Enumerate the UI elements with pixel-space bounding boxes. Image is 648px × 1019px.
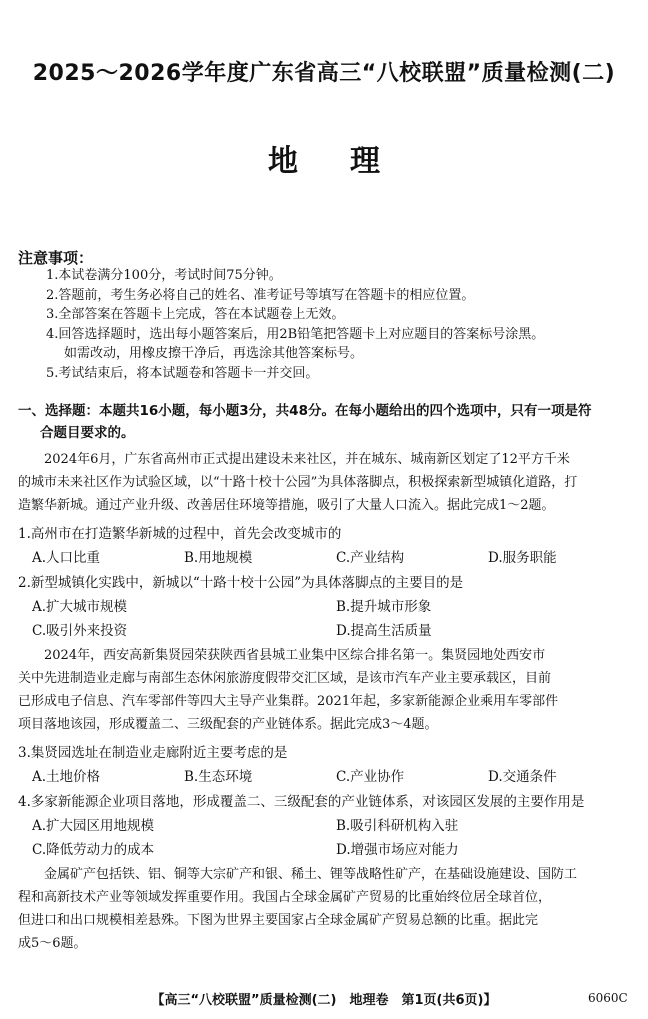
passage-line: 造繁华新城。通过产业升级、改善居住环境等措施，吸引了大量人口流入。据此完成1～2题。 [18,498,555,513]
passage-1 [18,448,638,517]
question-3-stem: 3.集贤园选址在制造业走廊附近主要考虑的是 [18,745,288,761]
option-b[interactable]: B.吸引科研机构入驻 [336,818,459,834]
section-heading-line: 一、选择题：本题共16小题，每小题3分，共48分。在每小题给出的四个选项中，只有一项是符 [18,403,592,419]
option-c[interactable]: C.吸引外来投资 [32,623,128,639]
option-a[interactable]: A.土地价格 [32,769,101,785]
option-b[interactable]: B.提升城市形象 [336,599,432,615]
passage-line: 2024年6月，广东省高州市正式提出建设未来社区，并在城东、城南新区划定了12平方千米 [44,452,570,467]
note-item: 如需改动，用橡皮擦干净后，再选涂其他答案标号。 [64,346,364,361]
option-b[interactable]: B.生态环境 [184,769,253,785]
note-item: 5.考试结束后，将本试题卷和答题卡一并交回。 [46,365,319,381]
note-item: 2.答题前，考生务必将自己的姓名、准考证号等填写在答题卡的相应位置。 [46,287,475,303]
section-heading-line: 合题目要求的。 [40,425,135,441]
passage-line: 但进口和出口规模相差悬殊。下图为世界主要国家占全球金属矿产贸易总额的比重。据此完 [18,913,539,928]
notes-heading: 注意事项： [18,249,94,267]
option-b[interactable]: B.用地规模 [184,550,253,566]
section-heading [18,400,638,444]
option-a[interactable]: A.扩大城市规模 [32,599,128,615]
paper-code: 6060C [588,991,628,1005]
note-item: 1.本试卷满分100分，考试时间75分钟。 [46,268,282,283]
question-4-stem: 4.多家新能源企业项目落地，形成覆盖二、三级配套的产业链体系，对该园区发展的主要作用是 [18,794,585,810]
passage-line: 程和高新技术产业等领域发挥重要作用。我国占全球金属矿产贸易的比重始终位居全球首位， [18,890,552,905]
page-footer: 【高三“八校联盟”质量检测(二) 地理卷 第1页(共6页)】 [151,993,497,1008]
passage-line: 项目落地该园，形成覆盖二、三级配套的产业链体系。据此完成3～4题。 [18,717,438,732]
passage-line: 的城市未来社区作为试验区域，以“十路十校十公园”为具体落脚点，积极探索新型城镇化道路，打 [18,475,578,490]
passage-line: 成5～6题。 [18,936,87,951]
option-c[interactable]: C.产业结构 [336,550,405,566]
passage-line: 已形成电子信息、汽车零部件等四大主导产业集群。2021年起，多家新能源企业乘用车零部件 [18,694,559,709]
option-a[interactable]: A.人口比重 [32,550,101,566]
note-item: 3.全部答案在答题卡上完成，答在本试题卷上无效。 [46,307,345,322]
notes-list [46,266,636,383]
note-item: 4.回答选择题时，选出每小题答案后，用2B铅笔把答题卡上对应题目的答案标号涂黑。 [46,326,545,342]
option-a[interactable]: A.扩大园区用地规模 [32,818,155,834]
exam-title: 2025～2026学年度广东省高三“八校联盟”质量检测(二) [32,61,616,86]
passage-line: 关中先进制造业走廊与南部生态休闲旅游度假带交汇区域，是该市汽车产业主要承载区，目前 [18,671,552,686]
passage-3 [18,863,638,955]
passage-line: 金属矿产包括铁、铝、铜等大宗矿产和银、稀土、锂等战略性矿产，在基础设施建设、国防工 [44,867,578,882]
passage-2 [18,644,638,736]
question-1-stem: 1.高州市在打造繁华新城的过程中，首先会改变城市的 [18,526,342,542]
option-d[interactable]: D.提高生活质量 [336,623,432,639]
option-c[interactable]: C.降低劳动力的成本 [32,842,155,858]
question-2-stem: 2.新型城镇化实践中，新城以“十路十校十公园”为具体落脚点的主要目的是 [18,575,464,591]
passage-line: 2024年，西安高新集贤园荣获陕西省县城工业集中区综合排名第一。集贤园地处西安市 [44,648,546,663]
option-d[interactable]: D.服务职能 [488,550,557,566]
option-d[interactable]: D.增强市场应对能力 [336,842,459,858]
option-d[interactable]: D.交通条件 [488,769,557,785]
subject-title: 地理 [268,144,432,179]
option-c[interactable]: C.产业协作 [336,769,405,785]
